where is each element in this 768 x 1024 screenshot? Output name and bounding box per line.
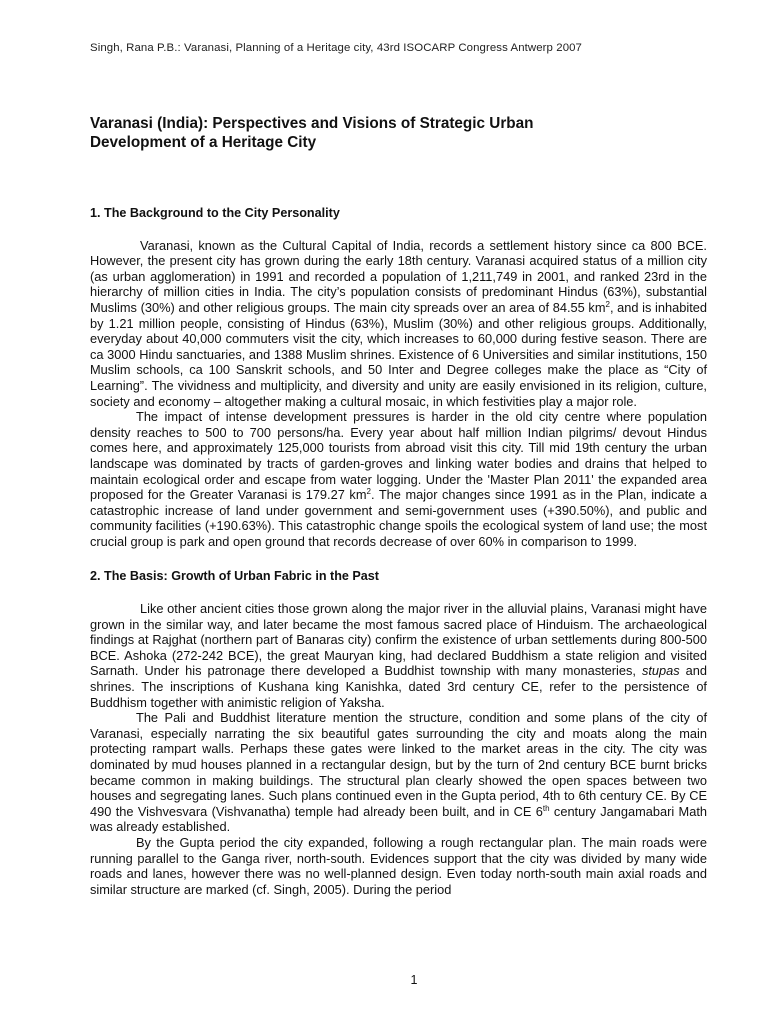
section-2-paragraph-3: By the Gupta period the city expanded, following a rough rectangular plan. The main roads were running parallel to the Ganga river, north-south. Evidences support that the city was divided by many wide roads and lanes, however there was no well-planned design. Even today north-south main axial roads and similar structure are marked (cf. Singh, 2005). During the period [90, 834, 707, 897]
paper-body [90, 206, 707, 897]
section-2-heading: 2. The Basis: Growth of Urban Fabric in the Past [90, 569, 380, 584]
section-1-paragraph-1: Varanasi, known as the Cultural Capital of India, records a settlement history since ca 800 BCE. However, the present city has grown during the early 18th century. Varanasi acquired status of a million city (as urban agglomeration) in 1991 and recorded a population of 1,211,749 in 2001, and ranked 23rd in the hierarchy of million cities in India. The city’s population consists of predominant Hindus (63%), substantial Muslims (30%) and other religious groups. The main city spreads over an area of 84.55 $km^2$, and is inhabited by 1.21 million people, consisting of Hindus (63%), Muslim (30%) and other religious groups. Additionally, everyday about 40,000 commuters visit the city, which increases to 60,000 during festive season. There are ca 3000 Hindu sanctuaries, and 1388 Muslim shrines. Existence of 6 Universities and similar institutions, 150 Muslim schools, ca 100 Sanskrit schools, and 50 Inter and Degree colleges make the place as “City of Learning”. The vividness and multiplicity, and diversity and unity are easily envisioned in its religion, culture, society and economy – altogether making a cultural mosaic, in which festivities play a major role. [90, 237, 707, 409]
running-header: Singh, Rana P.B.: Varanasi, Planning of a Heritage city, 43rd ISOCARP Congress Antwerp 2007 [90, 42, 582, 54]
section-1-paragraph-2: The impact of intense development pressures is harder in the old city centre where population density reaches to 500 to 700 persons/ha. Every year about half million Indian pilgrims/ devout Hindus comes here, and approximately 125,000 tourists from abroad visit this city. Till mid 19th century the urban landscape was dominated by tracts of garden-groves and linking water bodies and drains that helped to maintain ecological order and escape from water logging. Under the 'Master Plan 2011' the expanded area proposed for the Greater Varanasi is 179.27 $km^2$. The major changes since 1991 as in the Plan, indicate a catastrophic increase of land under government and semi-government uses (+390.50%), and public and community facilities (+190.63%). This catastrophic change spoils the ecological system of land use; the most crucial group is park and open ground that records decrease of over 60% in comparison to 1999. [90, 409, 707, 549]
superscript: 2 [605, 299, 610, 309]
superscript: th [542, 803, 550, 813]
italic-term: stupas [641, 663, 680, 679]
page-number: 1 [410, 973, 418, 987]
superscript: 2 [366, 487, 371, 497]
section-2-paragraph-1: Like other ancient cities those grown along the major river in the alluvial plains, Varanasi might have grown in the similar way, and later became the most famous sacred place of Hinduism. The archaeological findings at Rajghat (northern part of Banaras city) confirm the existence of urban settlements during 800-500 BCE. Ashoka (272-242 BCE), the great Mauryan king, had declared Buddhism a state religion and visited Sarnath. Under his patronage there developed a Buddhist township with many monasteries, stupas and shrines. The inscriptions of Kushana king Kanishka, dated 3rd century CE, refer to the persistence of Buddhism together with animistic religion of Yaksha. [90, 601, 707, 710]
section-1-heading: 1. The Background to the City Personality [90, 206, 340, 220]
paper-title [90, 114, 690, 152]
title-line-1: Varanasi (India): Perspectives and Visions of Strategic Urban [90, 115, 534, 132]
title-line-2: Development of a Heritage City [90, 134, 317, 151]
section-2-paragraph-2: The Pali and Buddhist literature mention the structure, condition and some plans of the city of Varanasi, especially narrating the six beautiful gates surrounding the city and moats along the main protecting rampart walls. Perhaps these gates were linked to the market areas in the city. The city was dominated by mud houses planned in a rectangular design, but by the turn of 2nd century BCE burnt bricks became common in making buildings. The structural plan clearly showed the open spaces between two houses and segregating lanes. Such plans continued even in the Gupta period, 4th to 6th century CE. By CE 490 the Vishvesvara (Vishvanatha) temple had already been built, and in CE 6th century Jangamabari Math was already established. [90, 710, 708, 835]
